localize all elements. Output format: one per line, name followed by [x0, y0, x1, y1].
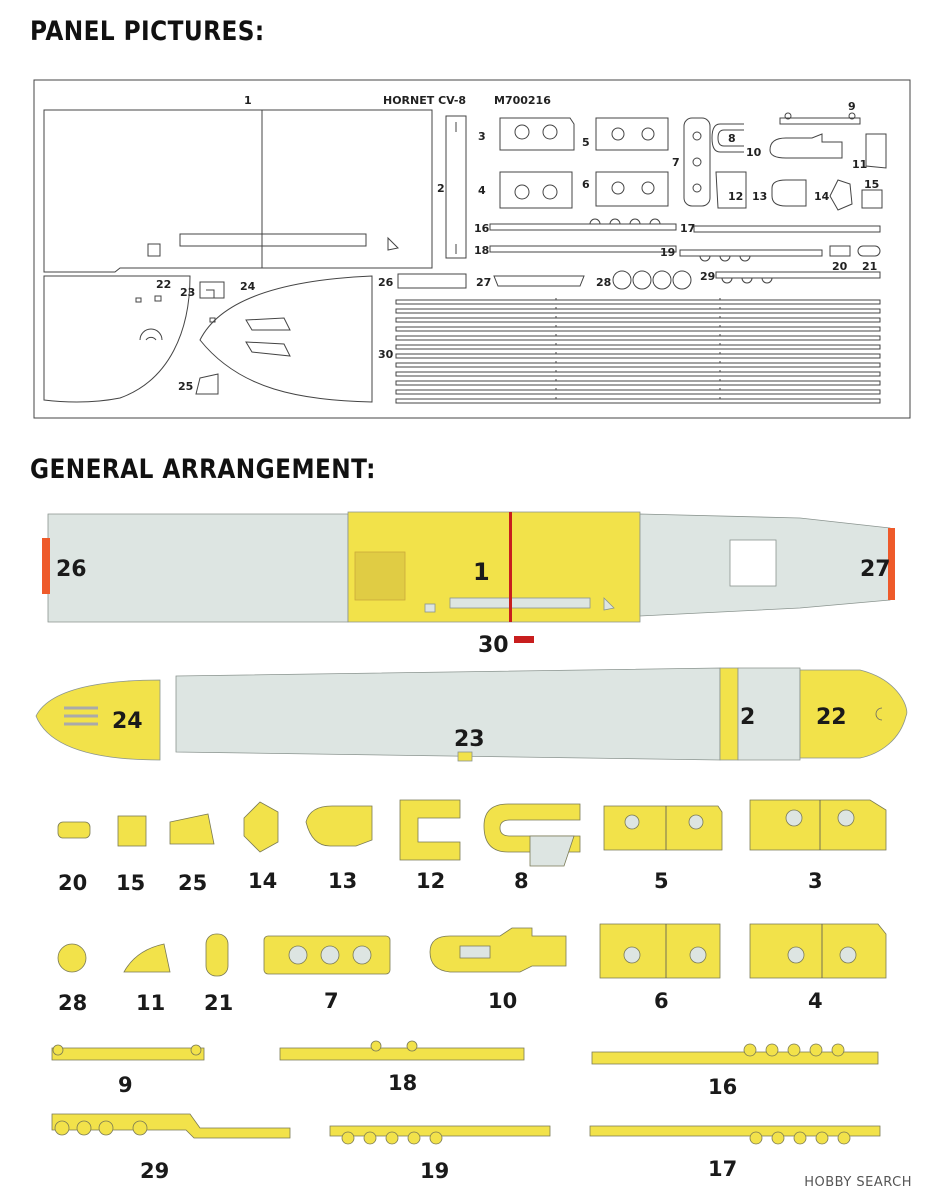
fret-part-23 — [200, 282, 224, 298]
fret-part-29-bumps — [722, 278, 772, 283]
etch-part-19-bump-d — [408, 1132, 420, 1144]
label-29: 29 — [140, 1159, 170, 1183]
etch-part-9-bump-b — [191, 1045, 201, 1055]
etch-part-19-bump-e — [430, 1132, 442, 1144]
fret-part-30-strip — [396, 345, 880, 349]
label-24: 24 — [112, 709, 143, 734]
fret-label-11: 11 — [852, 158, 868, 171]
label-30: 30 — [478, 633, 509, 658]
label-5: 5 — [654, 869, 669, 893]
label-19: 19 — [420, 1159, 450, 1183]
label-13: 13 — [328, 869, 358, 893]
etch-part-17-bump — [750, 1132, 762, 1144]
etch-part-25 — [170, 814, 214, 844]
label-3: 3 — [808, 869, 823, 893]
label-17: 17 — [708, 1157, 738, 1181]
fret-label-22: 22 — [156, 278, 172, 291]
etch-part-6-hole-b — [690, 947, 706, 963]
fret-label-8: 8 — [728, 132, 736, 145]
label-8: 8 — [514, 869, 529, 893]
etch-part-18-bump — [371, 1041, 381, 1051]
fret-label-28: 28 — [596, 276, 612, 289]
labels-row-2 — [58, 989, 823, 1015]
fret-label-20: 20 — [832, 260, 848, 273]
etch-part-18 — [280, 1048, 524, 1060]
fret-label-5: 5 — [582, 136, 590, 149]
etch-part-17-bump-c — [794, 1132, 806, 1144]
label-22: 22 — [816, 705, 847, 730]
fret-label-15: 15 — [864, 178, 880, 191]
fret-part-30-strip — [396, 399, 880, 403]
fret-part-1-tab — [388, 238, 398, 250]
fret-part-28-c — [653, 271, 671, 289]
fret-label-4: 4 — [478, 184, 486, 197]
fret-part-30-strip — [396, 318, 880, 322]
fret-label-7: 7 — [672, 156, 680, 169]
label-26: 26 — [56, 557, 87, 582]
fret-labels — [156, 94, 879, 393]
fret-part-11 — [866, 134, 886, 168]
label-21: 21 — [204, 991, 234, 1015]
etch-part-16-bump-b — [766, 1044, 778, 1056]
fret-part-28-b — [633, 271, 651, 289]
fret-part-25 — [196, 374, 218, 394]
etch-part-30-sample — [514, 636, 534, 643]
fret-part-14 — [830, 180, 852, 210]
etch-part-15 — [118, 816, 146, 846]
fret-part-30-strips — [396, 298, 880, 406]
label-2: 2 — [740, 705, 756, 730]
labels-row-4 — [140, 1157, 737, 1183]
label-25: 25 — [178, 871, 208, 895]
etch-part-16-bump-d — [810, 1044, 822, 1056]
label-6: 6 — [654, 989, 669, 1013]
fret-part-3-hole-b — [543, 125, 557, 139]
fret-part-24-slot-b — [136, 298, 141, 302]
etch-part-29-bump-b — [77, 1121, 91, 1135]
fret-part-21 — [858, 246, 880, 256]
fret-part-28 — [613, 271, 631, 289]
etch-part-29-bump-d — [133, 1121, 147, 1135]
fret-part-16-bumps — [590, 219, 660, 224]
etch-part-5-hole — [625, 815, 639, 829]
etch-part-7-hole — [289, 946, 307, 964]
etch-part-9-bump — [53, 1045, 63, 1055]
deck-hole — [425, 604, 435, 612]
etch-part-21 — [206, 934, 228, 976]
etch-part-19-bump-c — [386, 1132, 398, 1144]
label-15: 15 — [116, 871, 146, 895]
fret-part-24-arc-inner — [146, 337, 156, 340]
deck-fwd-left — [48, 514, 348, 622]
fret-part-7 — [684, 118, 710, 206]
fret-label-26: 26 — [378, 276, 394, 289]
etch-part-10 — [430, 928, 566, 972]
fret-label-14: 14 — [814, 190, 830, 203]
fret-part-4-hole — [515, 185, 529, 199]
fret-part-3-hole — [515, 125, 529, 139]
fret-label-3: 3 — [478, 130, 486, 143]
fret-part-1-hole — [148, 244, 160, 256]
etch-part-3-hole — [786, 810, 802, 826]
label-11: 11 — [136, 991, 166, 1015]
etch-part-8-tab — [530, 836, 574, 866]
labels-row-3 — [118, 1071, 737, 1099]
fret-part-29 — [716, 272, 880, 278]
etch-part-3 — [750, 800, 886, 850]
fret-part-5-hole — [612, 128, 624, 140]
fret-part-10 — [770, 134, 842, 158]
etch-part-6-hole — [624, 947, 640, 963]
fret-label-9: 9 — [848, 100, 856, 113]
fret-label-6: 6 — [582, 178, 590, 191]
fret-part-17 — [694, 226, 880, 232]
fret-title: HORNET CV-8 — [383, 94, 467, 107]
label-7: 7 — [324, 989, 339, 1013]
fret-part-4 — [500, 172, 572, 208]
deck-patch — [355, 552, 405, 600]
label-18: 18 — [388, 1071, 418, 1095]
label-12: 12 — [416, 869, 446, 893]
etch-part-10-cut — [460, 946, 490, 958]
small-parts-row-1 — [58, 800, 886, 866]
flight-deck-forward — [42, 512, 895, 643]
fret-part-18 — [490, 246, 676, 252]
fret-label-18: 18 — [474, 244, 490, 257]
etch-part-18-bump-b — [407, 1041, 417, 1051]
etch-part-13 — [306, 806, 372, 846]
label-27: 27 — [860, 557, 891, 582]
etch-part-9 — [52, 1048, 204, 1060]
fret-label-10: 10 — [746, 146, 762, 159]
fret-part-15 — [862, 190, 882, 208]
etch-part-16-bump-e — [832, 1044, 844, 1056]
etch-part-12 — [400, 800, 460, 860]
etch-part-29-bump — [55, 1121, 69, 1135]
etch-part-19-bump-b — [364, 1132, 376, 1144]
etch-part-17 — [590, 1126, 880, 1136]
fret-part-26 — [398, 274, 466, 288]
etch-part-4-hole-b — [840, 947, 856, 963]
etch-part-23 — [458, 752, 472, 761]
etch-part-17-bump-d — [816, 1132, 828, 1144]
fret-part-22-slot — [246, 318, 290, 330]
fret-label-12: 12 — [728, 190, 744, 203]
fret-part-20 — [830, 246, 850, 256]
fret-part-30-strip — [396, 354, 880, 358]
fret-part-7-hole-b — [693, 158, 701, 166]
fret-part-22-slot-b — [246, 342, 290, 356]
fret-part-24-arc — [140, 329, 162, 340]
fret-part-9 — [780, 118, 860, 124]
fret-label-29: 29 — [700, 270, 716, 283]
label-20: 20 — [58, 871, 88, 895]
fret-panel — [34, 80, 910, 418]
fret-part-22 — [200, 276, 372, 402]
fret-label-25: 25 — [178, 380, 194, 393]
fret-part-5-hole-b — [642, 128, 654, 140]
fret-label-16: 16 — [474, 222, 490, 235]
label-16: 16 — [708, 1075, 738, 1099]
strip-parts-row-2 — [52, 1114, 880, 1144]
etch-part-16-bump-c — [788, 1044, 800, 1056]
fret-part-19-bumps — [700, 256, 750, 261]
hobby-search-watermark: HOBBY SEARCH — [804, 1175, 912, 1190]
fret-part-30-strip — [396, 372, 880, 376]
fret-label-24: 24 — [240, 280, 256, 293]
fret-part-16 — [490, 224, 676, 230]
fret-label-30: 30 — [378, 348, 394, 361]
etch-part-7-hole-b — [321, 946, 339, 964]
label-23: 23 — [454, 727, 485, 752]
label-28: 28 — [58, 991, 88, 1015]
fret-part-30-strip — [396, 381, 880, 385]
etch-part-19-bump — [342, 1132, 354, 1144]
etch-part-14 — [244, 802, 278, 852]
label-9: 9 — [118, 1073, 133, 1097]
etch-part-7-hole-c — [353, 946, 371, 964]
fret-part-7-hole — [693, 132, 701, 140]
fret-part-30-strip — [396, 363, 880, 367]
fret-part-28-d — [673, 271, 691, 289]
fret-part-30-strip — [396, 390, 880, 394]
fret-label-21: 21 — [862, 260, 878, 273]
fret-label-19: 19 — [660, 246, 676, 259]
fret-part-3 — [500, 118, 574, 150]
etch-part-17-bump-b — [772, 1132, 784, 1144]
fret-part-1 — [44, 110, 432, 272]
fret-part-5 — [596, 118, 668, 150]
deck-main — [176, 668, 720, 760]
etch-part-30-line — [509, 512, 512, 622]
fret-part-2 — [446, 116, 466, 258]
etch-part-2 — [720, 668, 738, 760]
etch-part-4 — [750, 924, 886, 978]
fret-part-6-hole — [612, 182, 624, 194]
fret-part-30-strip — [396, 336, 880, 340]
etch-part-26-edge — [42, 538, 50, 594]
fret-part-6 — [596, 172, 668, 206]
fret-label-13: 13 — [752, 190, 768, 203]
fret-part-1-slot — [180, 234, 366, 246]
fret-label-27: 27 — [476, 276, 492, 289]
small-parts-row-2 — [58, 924, 886, 978]
general-arrangement-heading: GENERAL ARRANGEMENT: — [30, 454, 376, 485]
fret-part-4-hole-b — [543, 185, 557, 199]
strip-parts-row-1 — [52, 1041, 878, 1064]
fret-part-6-hole-b — [642, 182, 654, 194]
etch-part-5-hole-b — [689, 815, 703, 829]
etch-part-20 — [58, 822, 90, 838]
deck-elevator-opening — [730, 540, 776, 586]
label-10: 10 — [488, 989, 518, 1013]
fret-label-23: 23 — [180, 286, 196, 299]
label-14: 14 — [248, 869, 278, 893]
etch-part-3-hole-b — [838, 810, 854, 826]
fret-parts-3-6 — [500, 118, 668, 208]
etch-part-11 — [124, 944, 170, 972]
etch-part-5 — [604, 806, 722, 850]
fret-part-19 — [680, 250, 822, 256]
fret-part-27 — [494, 276, 584, 286]
panel-pictures-heading: PANEL PICTURES: — [30, 16, 265, 47]
fret-part-30-strip — [396, 309, 880, 313]
labels-row-1 — [58, 869, 823, 895]
fret-label-1: 1 — [244, 94, 252, 107]
fret-part-30-strip — [396, 300, 880, 304]
fret-part-30-strip — [396, 327, 880, 331]
fret-part-7-hole-c — [693, 184, 701, 192]
etch-part-4-hole — [788, 947, 804, 963]
fret-label-17: 17 — [680, 222, 696, 235]
etch-part-28 — [58, 944, 86, 972]
etch-part-17-bump-e — [838, 1132, 850, 1144]
etch-part-16-bump — [744, 1044, 756, 1056]
label-4: 4 — [808, 989, 823, 1013]
fret-part-24-slot — [155, 296, 161, 301]
fret-label-2: 2 — [437, 182, 445, 195]
fret-part-13 — [772, 180, 806, 206]
etch-part-29-bump-c — [99, 1121, 113, 1135]
fret-code: M700216 — [494, 94, 551, 107]
fret-part-24 — [44, 276, 190, 402]
deck-slot — [450, 598, 590, 608]
label-1: 1 — [473, 558, 490, 586]
